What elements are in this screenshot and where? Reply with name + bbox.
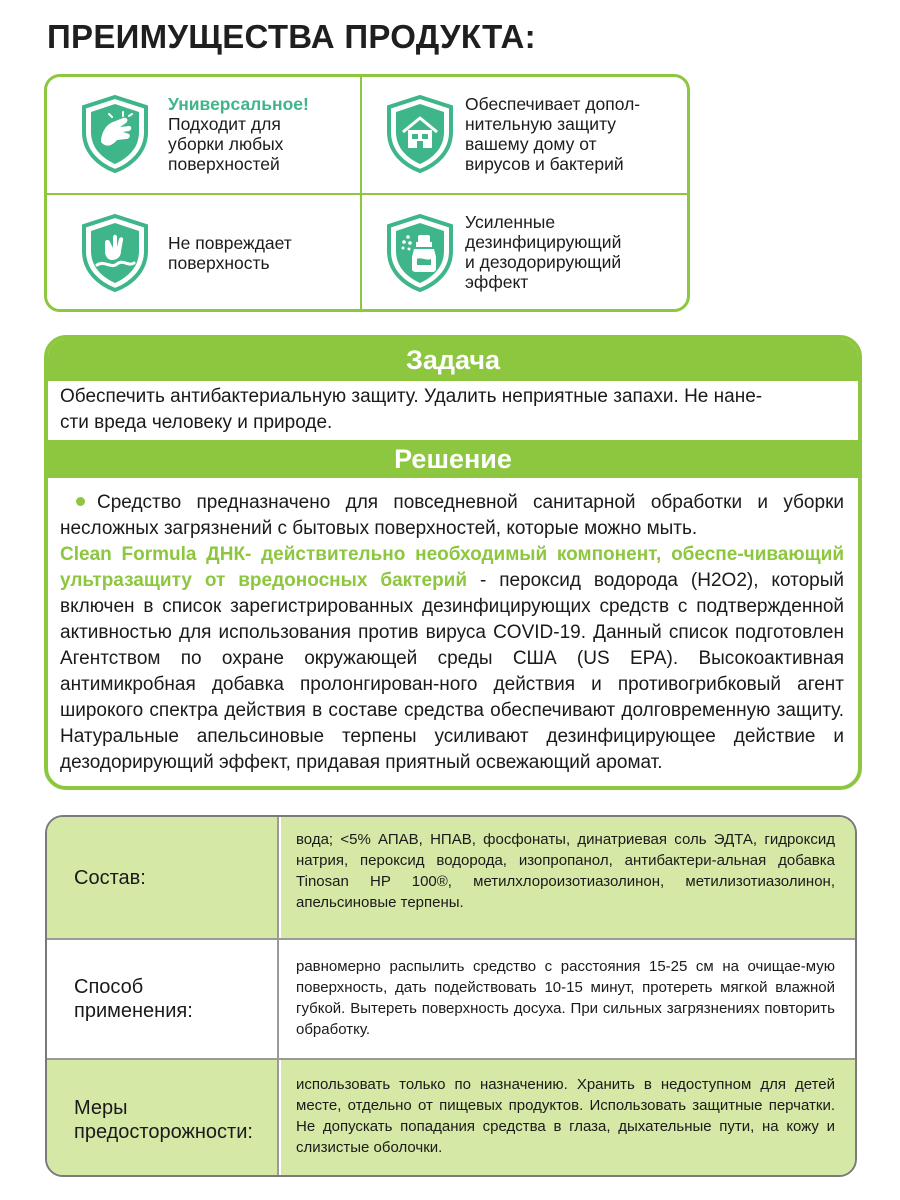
- composition-row: [47, 817, 855, 938]
- task-heading: Задача: [48, 339, 858, 381]
- usage-label-text: [74, 975, 193, 1023]
- usage-label: [47, 940, 279, 1058]
- benefit-protection: [362, 77, 690, 193]
- solution-highlight: Clean Formula ДНК- действительно необходимый компонент, обеспе-чивающий ультразащиту от вредоносных бактерий: [60, 544, 844, 591]
- solution-heading: Решение: [48, 440, 858, 478]
- benefit-line: Не повреждает: [168, 233, 292, 253]
- task-text: [60, 384, 844, 436]
- benefit-disinfect: [362, 195, 690, 312]
- precautions-row: [47, 1058, 855, 1177]
- task-solution-box: [44, 335, 862, 790]
- benefit-line: Подходит для: [168, 114, 281, 134]
- page-title: ПРЕИМУЩЕСТВА ПРОДУКТА:: [47, 18, 536, 55]
- task-line-2: сти вреда человеку и природе.: [60, 412, 333, 433]
- benefit-surface-safe: [47, 195, 360, 312]
- usage-label-line: Способ: [74, 976, 144, 998]
- shield-spray-bottle-icon: [384, 213, 456, 293]
- bullet-dot: [76, 497, 85, 506]
- shield-hand-surface-icon: [79, 213, 151, 293]
- benefit-line: нительную защиту: [465, 114, 617, 134]
- benefit-line: Обеспечивает допол-: [465, 94, 641, 114]
- composition-value: вода; <5% АПАВ, НПАВ, фосфонаты, динатриевая соль ЭДТА, гидроксид натрия, пероксид водорода, изопропанол, антибактери-альная добавка Tinosan HP 100®, метилхлороизотиазолинон, метилизотиазолинон, апельсиновые терпены.: [281, 817, 855, 938]
- benefit-line: вирусов и бактерий: [465, 154, 624, 174]
- precautions-label-text: [74, 1096, 253, 1144]
- usage-value: равномерно распылить средство с расстояния 15-25 см на очищае-мую поверхность, дать подействовать 10-15 минут, протереть мягкой влажной губкой. Вытереть поверхность досуха. При сильных загрязнениях повторить обработку.: [281, 940, 855, 1058]
- benefit-line: Усиленные: [465, 212, 556, 232]
- benefit-line: эффект: [465, 272, 529, 292]
- benefit-line: дезинфицирующий: [465, 232, 622, 252]
- benefits-grid: [44, 74, 690, 312]
- task-line-1: Обеспечить антибактериальную защиту. Удалить неприятные запахи. Не нане-: [60, 386, 763, 407]
- benefit-accent-text: Универсальное!: [168, 94, 309, 114]
- precautions-label-line: предосторожности:: [74, 1120, 253, 1143]
- shield-house-icon: [384, 94, 456, 174]
- solution-bullet-text: Средство предназначено для повседневной санитарной обработки и уборки несложных загрязнений с бытовых поверхностей, которые можно мыть.: [60, 492, 844, 539]
- precautions-label-line: Меры: [74, 1096, 128, 1119]
- solution-body: - пероксид водорода (H2O2), который включен в список зарегистрированных дезинфицирующих средств с подтвержденной активностью для использования против вируса COVID-19. Данный список подготовлен Агентством по охране окружающей среды США (US EPA). Высокоактивная антимикробная добавка пролонгирован-ного действия и противогрибковый агент широкого спектра действия в составе средства обеспечивают долговременную защиту. Натуральные апельсиновые терпены усиливают дезинфицирующее действие и дезодорирующий эффект, придавая приятный освежающий аромат.: [60, 570, 844, 773]
- benefit-line: вашему дому от: [465, 134, 597, 154]
- benefit-line: и дезодорирующий: [465, 252, 622, 272]
- product-info-table: [45, 815, 857, 1177]
- solution-text: [60, 490, 844, 776]
- benefit-line: поверхность: [168, 253, 270, 273]
- shield-wipe-hand-icon: [79, 94, 151, 174]
- benefit-line: поверхностей: [168, 154, 280, 174]
- benefit-universal: [47, 77, 360, 193]
- benefit-line: уборки любых: [168, 134, 284, 154]
- composition-label: [47, 817, 279, 938]
- composition-label-text: Состав:: [74, 866, 146, 889]
- precautions-value: использовать только по назначению. Хранить в недоступном для детей месте, отдельно от пищевых продуктов. Использовать защитные перчатки. Не допускать попадания средства в глаза, дыхательные пути, на кожу и слизистые оболочки.: [281, 1060, 855, 1177]
- usage-row: [47, 938, 855, 1058]
- precautions-label: [47, 1060, 279, 1177]
- usage-label-line: применения:: [74, 1000, 193, 1022]
